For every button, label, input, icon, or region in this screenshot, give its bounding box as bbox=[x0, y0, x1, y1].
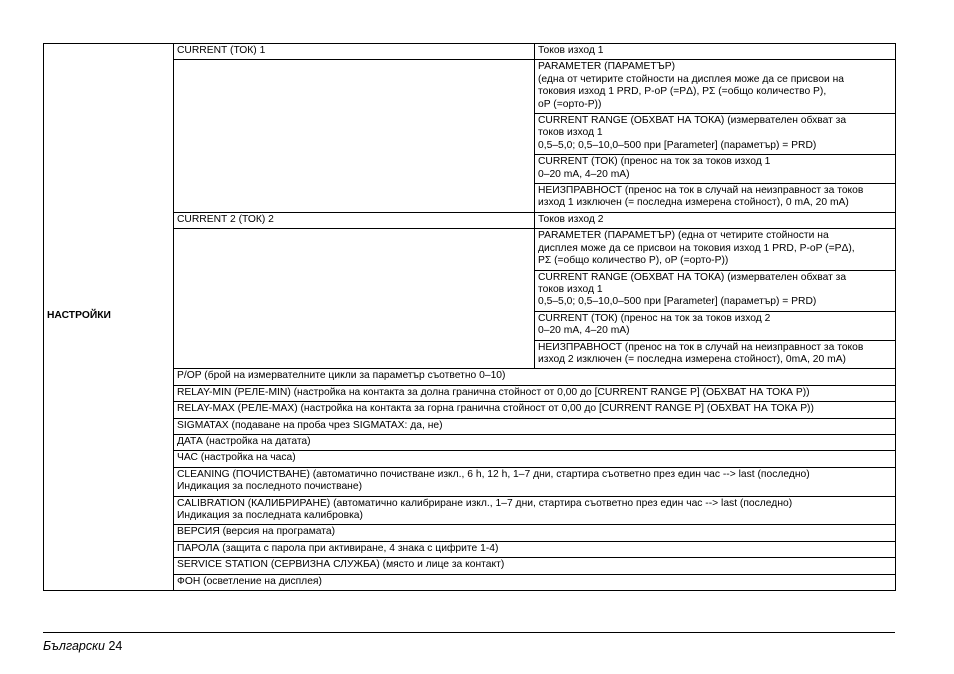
setting-item-cell bbox=[174, 525, 896, 541]
footer-language: Български bbox=[43, 639, 105, 653]
cell-line: PARAMETER (ПАРАМЕТЪР) (една от четирите стойности на bbox=[538, 230, 829, 242]
cell-line: Токов изход 2 bbox=[538, 213, 604, 225]
setting-item-cell bbox=[174, 385, 896, 401]
current1-label: CURRENT (ТОК) 1 bbox=[174, 44, 535, 60]
cell-line: 0–20 mA, 4–20 mA) bbox=[538, 325, 630, 337]
cell-line: SERVICE STATION (СЕРВИЗНА СЛУЖБА) (място и лице за контакт) bbox=[177, 559, 505, 571]
cell-line: CALIBRATION (КАЛИБРИРАНЕ) (автоматично калибриране изкл., 1–7 дни, стартира съответно през един час --> last (последно) bbox=[177, 497, 793, 509]
setting-item-cell bbox=[174, 558, 896, 574]
cell-line: ЧАС (настройка на часа) bbox=[177, 452, 296, 464]
setting-item-cell bbox=[174, 541, 896, 557]
cell-line: Токов изход 1 bbox=[538, 45, 604, 56]
current1-detail-cell bbox=[535, 60, 896, 114]
cell-line: 0,5–5,0; 0,5–10,0–500 при [Parameter] (параметър) = PRD) bbox=[538, 296, 817, 308]
cell-line: НЕИЗПРАВНОСТ (пренос на ток в случай на неизправност за токов bbox=[538, 185, 864, 197]
cell-line: CURRENT (ТОК) (пренос на ток за токов изход 2 bbox=[538, 312, 771, 324]
setting-item-cell bbox=[174, 369, 896, 385]
setting-item-cell bbox=[174, 467, 896, 496]
cell-line: RELAY-MAX (РЕЛЕ-MAX) (настройка на контакта за горна гранична стойност от 0,00 до [CURRENT RANGE P] (ОБХВАТ НА ТОКА P)) bbox=[177, 403, 814, 415]
cell-line: RELAY-MIN (РЕЛЕ-MIN) (настройка на контакта за долна гранична стойност от 0,00 до [CURRENT RANGE P] (ОБХВАТ НА ТОКА P)) bbox=[177, 386, 810, 398]
section-label: НАСТРОЙКИ bbox=[44, 44, 174, 591]
current1-detail-cell bbox=[535, 184, 896, 213]
setting-item-cell bbox=[174, 451, 896, 467]
cell-line: токов изход 1 bbox=[538, 283, 603, 295]
table-row bbox=[44, 44, 896, 60]
current2-label: CURRENT 2 (ТОК) 2 bbox=[174, 212, 535, 228]
cell-line: PARAMETER (ПАРАМЕТЪР) bbox=[538, 61, 676, 73]
footer-page-number: 24 bbox=[108, 639, 123, 653]
cell-line: ПАРОЛА (защита с парола при активиране, 4 знака с цифрите 1-4) bbox=[177, 542, 499, 554]
current2-detail-cell bbox=[535, 270, 896, 311]
cell-line: токовия изход 1 PRD, P-oP (=PΔ), PΣ (=общо количество P), bbox=[538, 86, 827, 98]
cell-line: CURRENT RANGE (ОБХВАТ НА ТОКА) (измервателен обхват за bbox=[538, 115, 847, 127]
current2-detail-cell bbox=[535, 311, 896, 340]
cell-line: (една от четирите стойности на дисплея може да се присвои на bbox=[538, 73, 845, 85]
cell-line: CLEANING (ПОЧИСТВАНЕ) (автоматично почистване изкл., 6 h, 12 h, 1–7 дни, стартира съответно през един час --> last (последно) bbox=[177, 468, 810, 480]
cell-line: CURRENT (ТОК) (пренос на ток за токов изход 1 bbox=[538, 156, 771, 168]
setting-item-cell bbox=[174, 496, 896, 525]
setting-item-cell bbox=[174, 574, 896, 590]
cell-line: Индикация за последното почистване) bbox=[177, 481, 363, 493]
setting-item-cell bbox=[174, 418, 896, 434]
cell-line: ФОН (осветление на дисплея) bbox=[177, 575, 322, 587]
settings-table bbox=[43, 43, 896, 591]
cell-line: изход 2 изключен (= последна измерена стойност), 0mA, 20 mA) bbox=[538, 353, 846, 365]
page-footer bbox=[43, 639, 122, 653]
setting-item-cell bbox=[174, 402, 896, 418]
current2-blank-cell bbox=[174, 229, 535, 369]
cell-line: SIGMATAX (подаване на проба чрез SIGMATAX: да, не) bbox=[177, 419, 443, 431]
current1-detail-cell bbox=[535, 114, 896, 155]
footer-rule bbox=[43, 632, 895, 633]
cell-line: Индикация за последната калибровка) bbox=[177, 510, 363, 521]
current2-detail-cell bbox=[535, 340, 896, 369]
cell-line: НЕИЗПРАВНОСТ (пренос на ток в случай на неизправност за токов bbox=[538, 341, 864, 353]
current1-blank-cell bbox=[174, 60, 535, 212]
current2-detail-cell bbox=[535, 212, 896, 228]
cell-line: PΣ (=общо количество P), oP (=орто-P)) bbox=[538, 255, 729, 267]
cell-line: 0–20 mA, 4–20 mA) bbox=[538, 168, 630, 180]
cell-line: CURRENT RANGE (ОБХВАТ НА ТОКА) (измервателен обхват за bbox=[538, 271, 847, 283]
current1-detail-cell bbox=[535, 155, 896, 184]
cell-line: ДАТА (настройка на датата) bbox=[177, 435, 311, 447]
cell-line: P/OP (брой на измервателните цикли за параметър съответно 0–10) bbox=[177, 370, 506, 382]
setting-item-cell bbox=[174, 434, 896, 450]
cell-line: токов изход 1 bbox=[538, 127, 603, 139]
current2-detail-cell bbox=[535, 229, 896, 270]
cell-line: oP (=орто-P)) bbox=[538, 98, 602, 110]
cell-line: дисплея може да се присвои на токовия изход 1 PRD, P-oP (=PΔ), bbox=[538, 242, 855, 254]
cell-line: изход 1 изключен (= последна измерена стойност), 0 mA, 20 mA) bbox=[538, 197, 849, 209]
cell-line: 0,5–5,0; 0,5–10,0–500 при [Parameter] (параметър) = PRD) bbox=[538, 139, 817, 151]
current1-detail-cell bbox=[535, 44, 896, 60]
cell-line: ВЕРСИЯ (версия на програмата) bbox=[177, 526, 336, 538]
